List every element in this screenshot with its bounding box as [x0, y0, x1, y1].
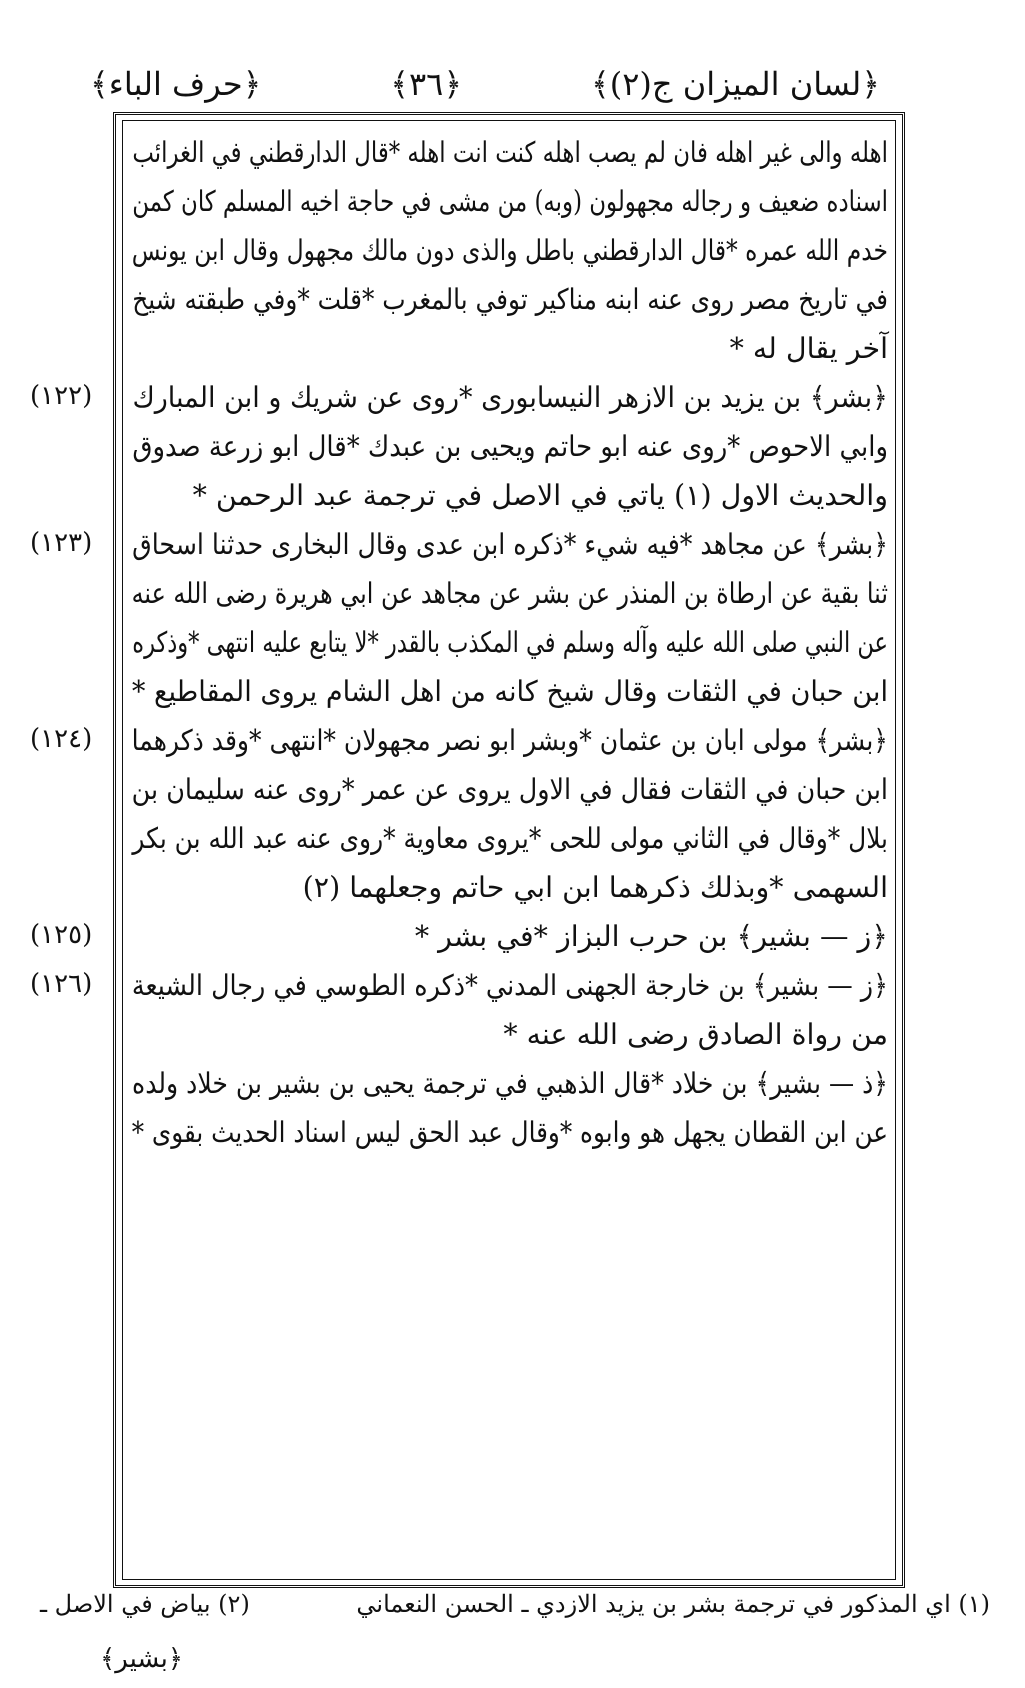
text-line: ثنا بقية عن ارطاة بن المنذر عن بشر عن مجاهد عن ابي هريرة رضى الله عنه [131, 577, 889, 610]
text-line: اهله والى غير اهله فان لم يصب اهله كنت انت اهله *قال الدارقطني في الغرائب [132, 136, 889, 169]
text-line: عن ابن القطان يجهل هو وابوه *وقال عبد الحق ليس اسناد الحديث بقوى * [131, 1116, 888, 1149]
entry-number: (١٢٢) [30, 381, 93, 411]
running-head-title: ﴿لسان الميزان ج(٢)﴾ [590, 65, 880, 103]
footnote-1: (١) اي المذكور في ترجمة بشر بن يزيد الازدي ـ الحسن النعماني [356, 1590, 990, 1618]
text-line: ﴿بشر﴾ مولى ابان بن عثمان *وبشر ابو نصر مجهولان *انتهى *وقد ذكرهما [131, 724, 888, 757]
main-text-block [132, 128, 888, 1157]
text-line: ﴿ز — بشير﴾ بن خارجة الجهنى المدني *ذكره الطوسي في رجال الشيعة [131, 969, 888, 1002]
text-line: والحديث الاول (١) ياتي في الاصل في ترجمة عبد الرحمن * [192, 479, 888, 512]
entry-number: (١٢٦) [30, 969, 93, 999]
text-line: من رواة الصادق رضى الله عنه * [503, 1018, 888, 1051]
entry-number: (١٢٥) [30, 920, 93, 950]
entry-number: (١٢٤) [30, 724, 93, 754]
text-line: ﴿ز — بشير﴾ بن حرب البزاز *في بشر * [414, 920, 888, 953]
text-line: خدم الله عمره *قال الدارقطني باطل والذى دون مالك مجهول وقال ابن يونس [131, 234, 888, 267]
text-line: ابن حبان في الثقات وقال شيخ كانه من اهل الشام يروى المقاطيع * [131, 675, 888, 708]
entry-number: (١٢٣) [30, 528, 93, 558]
catchword: ﴿بشير﴾ [100, 1644, 184, 1674]
page-number: ﴿٣٦﴾ [390, 65, 463, 103]
text-line: اسناده ضعيف و رجاله مجهولون (وبه) من مشى في حاجة اخيه المسلم كان كمن [132, 185, 888, 218]
footnotes [40, 1590, 990, 1618]
text-line: ابن حبان في الثقات فقال في الاول يروى عن عمر *روى عنه سليمان بن [131, 773, 889, 806]
text-line: ﴿ذ — بشير﴾ بن خلاد *قال الذهبي في ترجمة يحيى بن بشير بن خلاد ولده [132, 1067, 889, 1100]
text-line: في تاريخ مصر روى عنه ابنه مناكير توفي بالمغرب *قلت *وفي طبقته شيخ [132, 283, 888, 316]
text-line: ﴿بشر﴾ عن مجاهد *فيه شيء *ذكره ابن عدى وقال البخارى حدثنا اسحاق [132, 528, 889, 561]
text-line: وابي الاحوص *روى عنه ابو حاتم ويحيى بن عبدك *قال ابو زرعة صدوق [132, 430, 888, 463]
text-line: ﴿بشر﴾ بن يزيد بن الازهر النيسابورى *روى عن شريك و ابن المبارك [132, 381, 888, 414]
text-line: السهمى *وبذلك ذكرهما ابن ابي حاتم وجعلهما (٢) [302, 871, 888, 904]
text-line: آخر يقال له * [729, 332, 888, 365]
text-line: عن النبي صلى الله عليه وآله وسلم في المكذب بالقدر *لا يتابع عليه انتهى *وذكره [132, 626, 889, 659]
text-line: بلال *وقال في الثاني مولى للحى *يروى معاوية *روى عنه عبد الله بن بكر [132, 822, 889, 855]
running-head-section: ﴿حرف الباء﴾ [90, 65, 262, 103]
running-head [90, 58, 880, 110]
footnote-2: (٢) بياض في الاصل ـ [40, 1590, 250, 1618]
